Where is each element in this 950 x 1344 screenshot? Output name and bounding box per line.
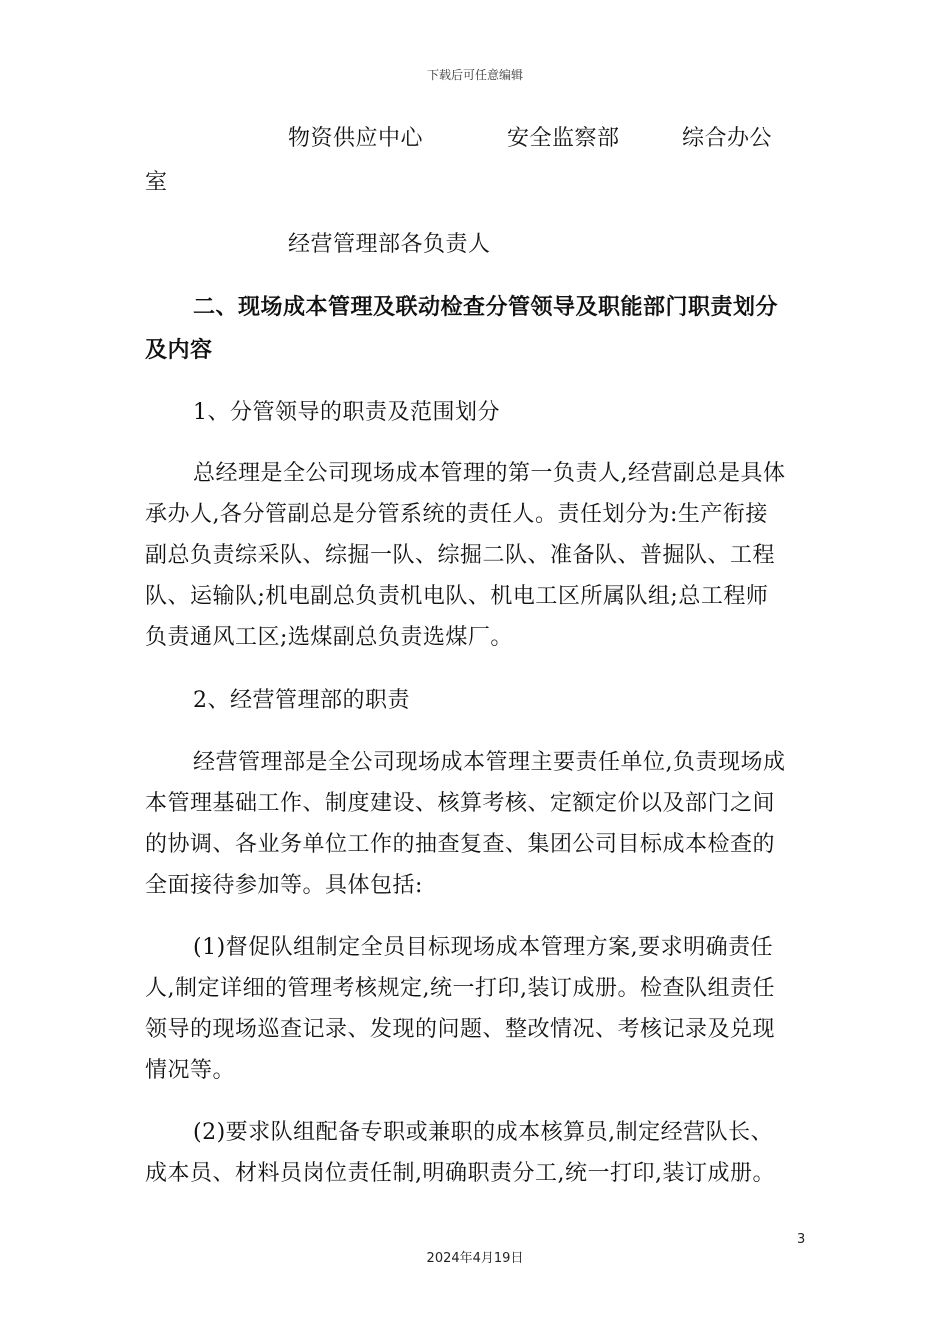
- paragraph-line: 承办人,各分管副总是分管系统的责任人。责任划分为:生产衔接: [145, 502, 768, 527]
- list-item-line: 情况等。: [145, 1058, 236, 1083]
- paragraph-line: 总经理是全公司现场成本管理的第一负责人,经营副总是具体: [193, 461, 786, 486]
- list-item-line: (1)督促队组制定全员目标现场成本管理方案,要求明确责任: [193, 935, 774, 960]
- page-header: 下载后可任意编辑: [426, 68, 523, 82]
- list-item-line: 领导的现场巡查记录、发现的问题、整改情况、考核记录及兑现: [145, 1017, 776, 1042]
- paragraph-line: 的协调、各业务单位工作的抽查复查、集团公司目标成本检查的: [145, 832, 776, 857]
- paragraph-line: 负责通风工区;选煤副总负责选煤厂。: [145, 625, 513, 650]
- section-title: 二、现场成本管理及联动检查分管领导及职能部门职责划分: [193, 295, 779, 320]
- paragraph-line: 队、运输队;机电副总负责机电队、机电工区所属队组;总工程师: [145, 584, 769, 609]
- subsection-heading-1: 1、分管领导的职责及范围划分: [193, 400, 500, 425]
- dept-general-office-cont: 室: [145, 170, 168, 195]
- section-title-cont: 及内容: [145, 338, 213, 363]
- dept-general-office: 综合办公: [682, 126, 773, 151]
- list-item-line: 人,制定详细的管理考核规定,统一打印,装订成册。检查队组责任: [145, 976, 775, 1001]
- dept-material-supply: 物资供应中心: [288, 126, 424, 151]
- subsection-heading-2: 2、经营管理部的职责: [193, 688, 410, 713]
- paragraph-line: 全面接待参加等。具体包括:: [145, 873, 423, 898]
- paragraph-line: 经营管理部是全公司现场成本管理主要责任单位,负责现场成: [193, 750, 786, 775]
- list-item-line: 成本员、材料员岗位责任制,明确职责分工,统一打印,装订成册。: [145, 1161, 775, 1186]
- page-number: 3: [797, 1232, 806, 1247]
- dept-safety-supervision: 安全监察部: [507, 126, 620, 151]
- paragraph-line: 本管理基础工作、制度建设、核算考核、定额定价以及部门之间: [145, 791, 776, 816]
- page-footer-date: 2024年4月19日: [426, 1251, 524, 1266]
- list-item-line: (2)要求队组配备专职或兼职的成本核算员,制定经营队长、: [193, 1120, 774, 1145]
- dept-heads: 经营管理部各负责人: [288, 232, 491, 257]
- paragraph-line: 副总负责综采队、综掘一队、综掘二队、准备队、普掘队、工程: [145, 543, 776, 568]
